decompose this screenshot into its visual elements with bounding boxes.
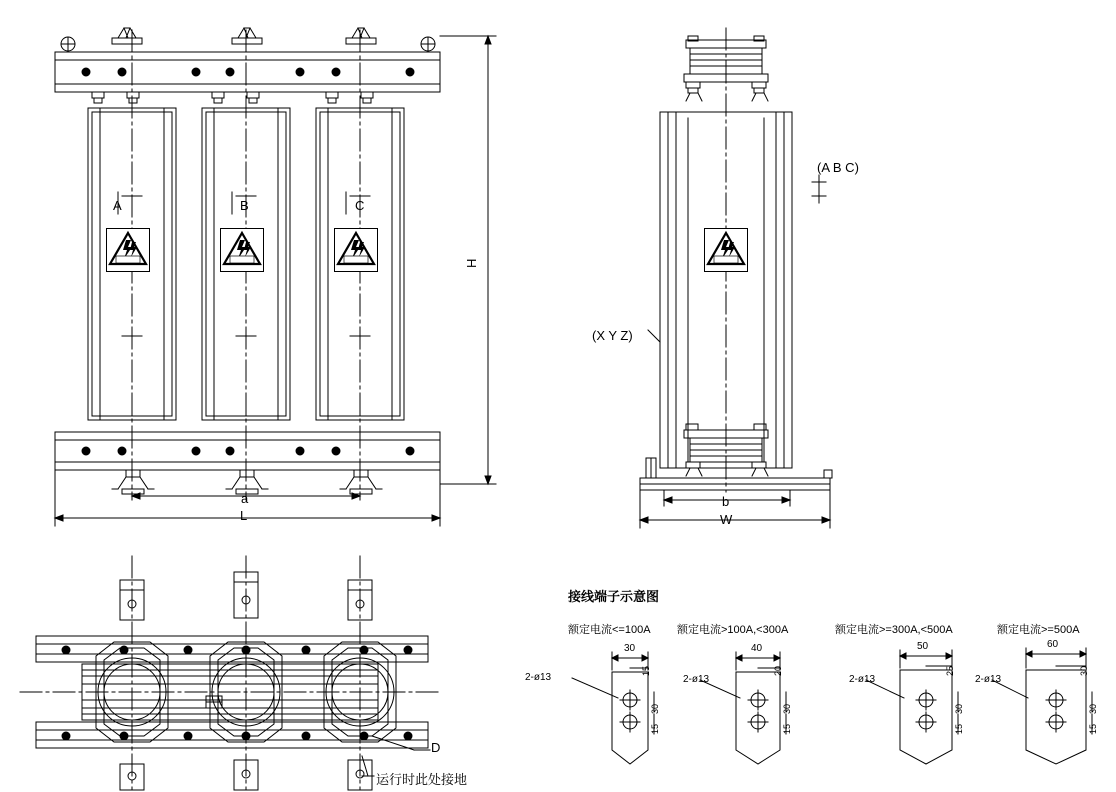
dimension-a: a bbox=[241, 491, 249, 506]
terminal-width-4: 60 bbox=[1047, 639, 1059, 650]
warning-plate-c bbox=[334, 228, 378, 277]
terminal-height-a-4: 30 bbox=[1088, 703, 1098, 714]
terminal-width-3: 50 bbox=[917, 641, 929, 652]
phase-label-a: A bbox=[113, 198, 122, 213]
phase-label-b: B bbox=[240, 198, 249, 213]
dimension-w: W bbox=[720, 512, 733, 527]
terminal-width-2: 40 bbox=[751, 643, 763, 654]
ground-note: 运行时此处接地 bbox=[376, 772, 468, 787]
terminal-width-1: 30 bbox=[624, 643, 636, 654]
terminal-height-a-3: 30 bbox=[954, 703, 964, 714]
terminal-halfwidth-4: 30 bbox=[1079, 665, 1089, 676]
terminal-height-b-2: 15 bbox=[782, 723, 792, 734]
terminal-height-b-1: 15 bbox=[650, 723, 660, 734]
terminal-condition-4: 额定电流>=500A bbox=[997, 624, 1080, 636]
dimension-l: L bbox=[240, 508, 248, 523]
terminal-halfwidth-1: 15 bbox=[641, 665, 651, 676]
terminal-halfwidth-2: 20 bbox=[773, 665, 783, 676]
warning-plate-a bbox=[106, 228, 150, 277]
terminal-condition-1: 额定电流<=100A bbox=[568, 624, 651, 636]
dimension-b: b bbox=[722, 494, 730, 509]
terminal-hole-note-2: 2-ø13 bbox=[683, 674, 710, 685]
terminal-height-a-1: 30 bbox=[650, 703, 660, 714]
terminal-halfwidth-3: 25 bbox=[945, 665, 955, 676]
terminal-height-b-4: 15 bbox=[1088, 723, 1098, 734]
terminal-hole-note-4: 2-ø13 bbox=[975, 674, 1002, 685]
dimension-h: H bbox=[464, 258, 479, 268]
terminal-label-xyz: (X Y Z) bbox=[592, 328, 633, 343]
terminal-section-title: 接线端子示意图 bbox=[568, 589, 660, 604]
terminal-condition-3: 额定电流>=300A,<500A bbox=[835, 624, 953, 636]
dimension-d: D bbox=[431, 740, 441, 755]
terminal-condition-2: 额定电流>100A,<300A bbox=[677, 624, 789, 636]
terminal-height-b-3: 15 bbox=[954, 723, 964, 734]
terminal-label-abc: (A B C) bbox=[817, 160, 859, 175]
terminal-hole-note-3: 2-ø13 bbox=[849, 674, 876, 685]
warning-plate-b bbox=[220, 228, 264, 277]
terminal-height-a-2: 30 bbox=[782, 703, 792, 714]
phase-label-c: C bbox=[355, 198, 365, 213]
warning-plate-side bbox=[704, 228, 748, 277]
terminal-hole-note-1: 2-ø13 bbox=[525, 672, 552, 683]
